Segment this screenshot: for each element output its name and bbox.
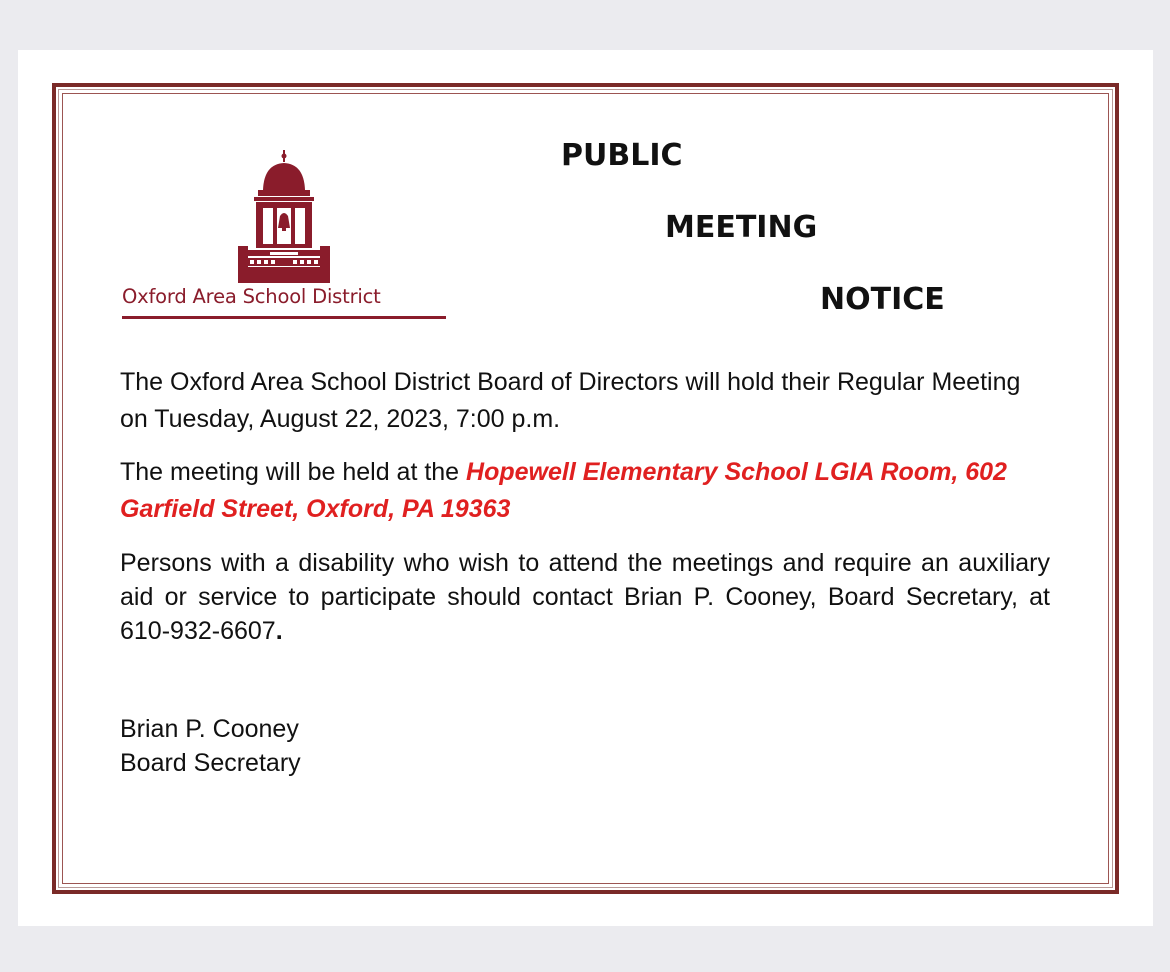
location-intro: The meeting will be held at the: [120, 458, 467, 486]
meeting-location-paragraph: [120, 454, 1050, 528]
heading-public: PUBLIC: [561, 138, 683, 173]
district-logo: [120, 150, 450, 330]
meeting-location: Hopewell Elementary School LGIA Room, 602 Garfield Street, Oxford, PA 19363: [120, 458, 1007, 523]
signature-block: [120, 712, 301, 780]
heading-meeting: MEETING: [665, 210, 818, 245]
district-logo-name: Oxford Area School District: [122, 285, 381, 308]
school-cupola-building-icon: [120, 150, 450, 285]
logo-underline: [122, 316, 446, 319]
heading-notice: NOTICE: [820, 282, 945, 317]
signature-title: Board Secretary: [120, 749, 301, 777]
accessibility-period: .: [275, 617, 283, 645]
accessibility-text: Persons with a disability who wish to attend the meetings and require an auxiliary aid or service to participate should contact Brian P. Cooney, Board Secretary, at 610-932-6607: [120, 549, 1050, 645]
signature-name: Brian P. Cooney: [120, 715, 299, 743]
meeting-date-paragraph: The Oxford Area School District Board of Directors will hold their Regular Meeting on Tuesday, August 22, 2023, 7:00 p.m.: [120, 368, 1021, 433]
accessibility-paragraph: [120, 546, 1050, 648]
